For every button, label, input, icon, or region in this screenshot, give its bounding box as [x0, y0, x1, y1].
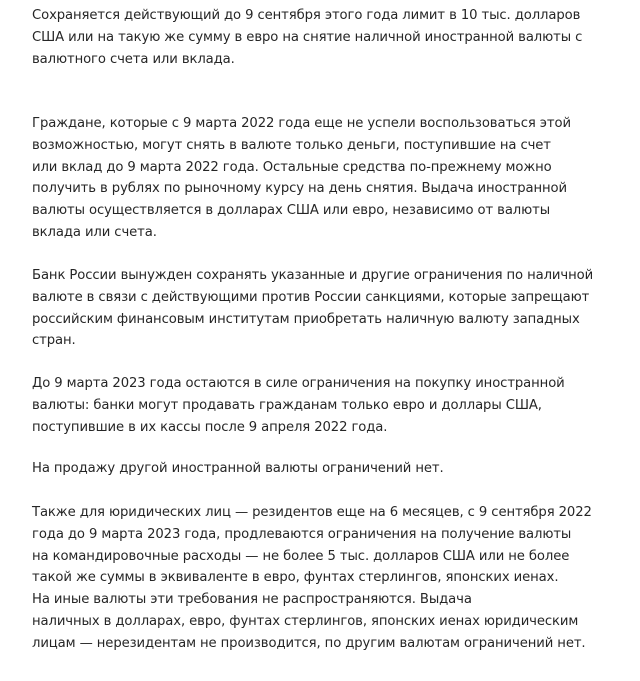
- paragraph-purchase-restrictions: [32, 373, 565, 438]
- text-line: на командировочные расходы — не более 5 тыс. долларов США или не более: [32, 548, 570, 564]
- text-line: или вклад до 9 марта 2022 года. Остальные средства по-прежнему можно: [32, 159, 552, 175]
- paragraph-other-currencies: [32, 458, 444, 480]
- text-line: валюты: банки могут продавать гражданам только евро и доллары США,: [32, 397, 542, 413]
- text-line: валюты осуществляется в долларах США или евро, независимо от валюты: [32, 203, 551, 219]
- text-line: такой же суммы в эквиваленте в евро, фунтах стерлингов, японских иенах.: [32, 570, 559, 586]
- text-line: Граждане, которые с 9 марта 2022 года еще не успели воспользоваться этой: [32, 116, 571, 131]
- paragraph-sanctions: [32, 265, 593, 352]
- text-line: вклада или счета.: [32, 224, 157, 240]
- paragraph-cash-withdrawal-limit: [32, 5, 582, 70]
- text-line: возможностью, могут снять в валюте только деньги, поступившие на счет: [32, 137, 551, 153]
- text-line: года до 9 марта 2023 года, продлеваются ограничения на получение валюты: [32, 526, 572, 542]
- paragraph-legal-entities: [32, 502, 592, 655]
- text-line: получить в рублях по рыночному курсу на день снятия. Выдача иностранной: [32, 181, 567, 197]
- text-line: США или на такую же сумму в евро на снятие наличной иностранной валюты с: [32, 29, 583, 45]
- text-line: До 9 марта 2023 года остаются в силе ограничения на покупку иностранной: [32, 376, 565, 391]
- paragraph-citizens-withdrawal: [32, 113, 571, 244]
- text-line: Банк России вынужден сохранять указанные и другие ограничения по наличной: [32, 268, 594, 283]
- text-line: На продажу другой иностранной валюты ограничений нет.: [32, 461, 444, 476]
- text-line: лицам — нерезидентам не производится, по другим валютам ограничений нет.: [32, 635, 586, 651]
- text-line: стран.: [32, 333, 76, 349]
- text-line: Также для юридических лиц — резидентов еще на 6 месяцев, с 9 сентября 2022: [32, 505, 592, 520]
- text-line: валюте в связи с действующими против России санкциями, которые запрещают: [32, 289, 590, 305]
- text-line: Сохраняется действующий до 9 сентября этого года лимит в 10 тыс. долларов: [32, 8, 581, 23]
- text-line: На иные валюты эти требования не распространяются. Выдача: [32, 592, 472, 608]
- text-line: российским финансовым институтам приобретать наличную валюту западных: [32, 311, 580, 327]
- text-line: наличных в долларах, евро, фунтах стерлингов, японских иенах юридическим: [32, 613, 579, 629]
- text-line: поступившие в их кассы после 9 апреля 2022 года.: [32, 419, 388, 435]
- text-line: валютного счета или вклада.: [32, 51, 235, 67]
